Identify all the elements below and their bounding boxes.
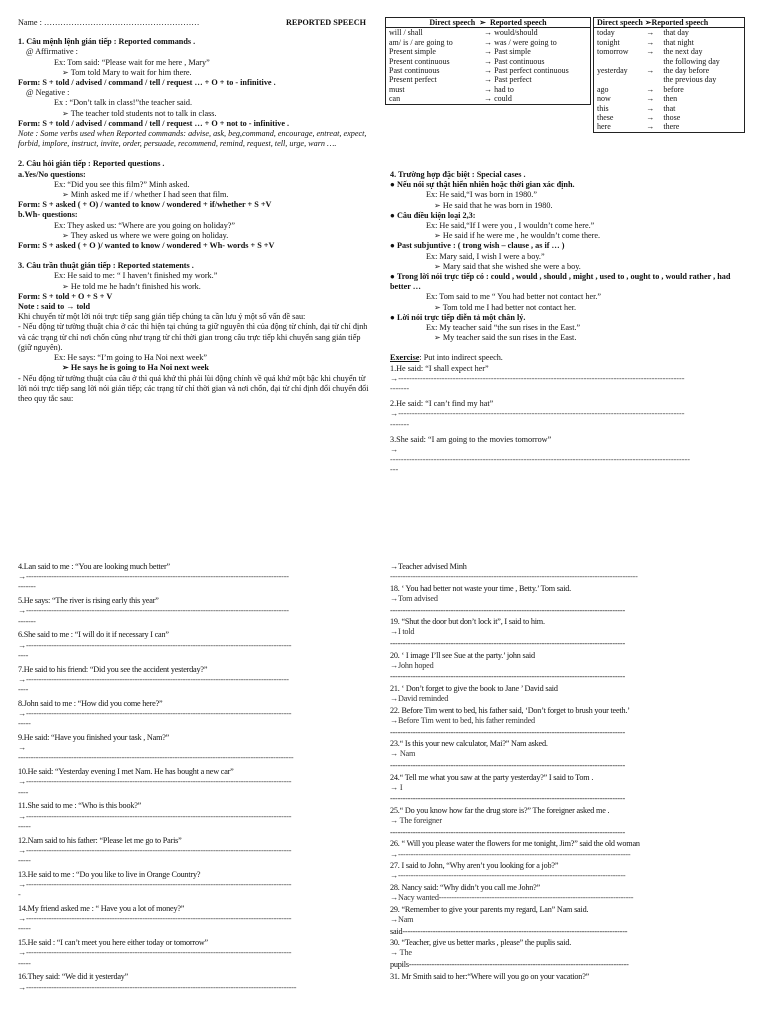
answer-line[interactable]: -----	[18, 821, 31, 831]
right-special-cases	[390, 170, 752, 476]
direct-word-cell: here	[597, 122, 611, 132]
exercise-label: Exercise	[390, 353, 420, 363]
exercise-question: 5.He says: “The river is rising early this year”	[18, 596, 159, 606]
answer-line[interactable]: ----	[18, 685, 29, 695]
table-row	[594, 94, 745, 103]
reported-form-cell: → Past simple	[484, 47, 531, 57]
exercise-text: : Put into indirect speech.	[419, 353, 503, 363]
reported-word-cell: the day before the previous day	[663, 66, 717, 85]
answer-line[interactable]: →---------------------------------------------------------------------------------------------------------	[390, 409, 685, 419]
answer-line[interactable]: -------	[18, 582, 36, 592]
example-answer: ➢ He said that he was born in 1980.	[434, 200, 553, 210]
answer-line[interactable]: →John hoped	[390, 660, 434, 670]
arrow-cell: →	[646, 66, 655, 76]
reported-word-cell: that night	[663, 37, 694, 47]
example-answer: ➢ Tom told Mary to wait for him there.	[62, 67, 192, 77]
direct-word-cell: this	[597, 103, 609, 113]
answer-line[interactable]: →	[18, 743, 26, 753]
answer-line[interactable]: →Tom advised	[390, 594, 438, 603]
example-answer: ➢ The teacher told students not to talk in class.	[62, 108, 217, 118]
note-line: Note : said to → told	[18, 302, 91, 312]
reported-form-cell: → Past continuous	[484, 56, 545, 66]
answer-line[interactable]: →---------------------------------------------------------------------------------------------------------	[390, 373, 685, 383]
table-row	[594, 85, 745, 94]
answer-line[interactable]: →I told	[390, 627, 415, 637]
left-exercise-list	[18, 562, 378, 996]
arrow-cell: →	[646, 113, 655, 123]
answer-line[interactable]: --------------------------------------------------------------------------------------------------	[390, 572, 638, 582]
reported-form-cell: → had to	[484, 84, 514, 94]
reported-form-cell: → Past perfect	[484, 75, 532, 85]
reported-form-cell: → was / were going to	[484, 37, 557, 47]
exercise-question: 8.John said to me : “How did you come here?”	[18, 698, 163, 708]
example-text: Ex: He said,“If I were you , I wouldn’t come here.”	[426, 221, 595, 231]
form-line: Form: S + told / advised / command / tell / request … + O + not to - infinitive .	[18, 118, 290, 128]
exercise-question: ---------------------------------------------------------------------------------------------	[390, 827, 625, 837]
answer-line[interactable]: →Before Tim went to bed, his father reminded	[390, 715, 535, 725]
exercise-question: 28. Nancy said: “Why didn’t you call me John?”	[390, 882, 541, 892]
table-row	[386, 85, 591, 94]
exercise-question: 15.He said : “I can’t meet you here either today or tomorrow”	[18, 938, 208, 948]
section-2-heading: 2. Câu hỏi gián tiếp : Reported questions .	[18, 159, 165, 169]
paragraph-intro: Khi chuyển từ một lời nói trực tiếp sang gián tiếp chúng ta cần lưu ý một số vấn đề sau:	[18, 312, 306, 322]
exercise-question: 1.He said: “I shall expect her”	[390, 363, 489, 373]
exercise-question: 4.Lan said to me : “You are looking much better”	[18, 562, 170, 571]
reported-form-cell: → Past perfect continuous	[484, 66, 569, 76]
exercise-question: →Teacher advised Minh	[390, 562, 467, 571]
table-row	[594, 47, 745, 66]
form-line: Form: S + asked ( + O) / wanted to know / wondered + if/whether + S +V	[18, 200, 272, 210]
table-row	[594, 122, 745, 132]
exercise-question: 12.Nam said to his father: “Please let me go to Paris”	[18, 835, 182, 845]
section-4-heading: 4. Trường hợp đặc biệt : Special cases .	[390, 170, 526, 179]
example-text: Ex : “Don’t talk in class!”the teacher said.	[54, 98, 193, 108]
arrow-cell: →	[646, 28, 655, 38]
tense-shift-table	[385, 17, 591, 105]
answer-line[interactable]: →Nam	[390, 914, 414, 924]
example-answer: ➢ They asked us where we were going on holiday.	[62, 230, 229, 240]
answer-line[interactable]: ---	[390, 465, 399, 475]
answer-line[interactable]: →---------------------------------------------------------------------------------------------------------	[18, 914, 292, 924]
arrow-cell: →	[646, 47, 655, 57]
form-line: Form: S + told / advised / command / tell / request … + O + to - infinitive .	[18, 78, 276, 88]
answer-line[interactable]: -	[18, 890, 21, 900]
exercise-instruction	[390, 353, 752, 363]
direct-form-cell: Present perfect	[389, 75, 437, 85]
answer-line[interactable]: -----	[18, 924, 31, 934]
answer-line[interactable]: -------------------------------------------------------------------------------------------------------------	[18, 753, 294, 763]
example-answer: ➢ He told me he hadn’t finished his work.	[62, 281, 201, 291]
exercise-question: 22. Before Tim went to bed, his father said, ‘Don’t forget to brush your teeth.’	[390, 705, 630, 715]
exercise-question: 23.“ Is this your new calculator, Mai?” Nam asked.	[390, 739, 548, 749]
yes-no-label: a.Yes/No questions:	[18, 169, 86, 179]
arrow-cell: →	[646, 94, 655, 104]
case-heading: ● Nếu nói sự thật hiển nhiên hoặc thời gian xác định.	[390, 180, 575, 190]
exercise-question: ---------------------------------------------------------------------------------------------	[390, 605, 625, 615]
reported-form-cell: → would/should	[484, 28, 538, 38]
arrow-cell: →	[646, 37, 655, 47]
form-line: Form: S + told + O + S + V	[18, 291, 113, 301]
direct-word-cell: tonight	[597, 37, 620, 47]
example-text: Ex: He said to me: “ I haven’t finished my work.”	[54, 271, 218, 281]
case-heading: ● Câu điều kiện loại 2,3:	[390, 210, 476, 220]
direct-form-cell: can	[389, 94, 401, 104]
table-row	[386, 38, 591, 47]
time-words-table	[593, 17, 745, 133]
answer-line[interactable]: → Nam	[390, 749, 416, 759]
arrow-cell: →	[646, 84, 655, 94]
case-heading: ● Past subjuntive : ( trong wish – clause , as if … )	[390, 241, 565, 251]
paragraph-present: - Nếu động từ tường thuật chia ở các thì hiện tại chúng ta giữ nguyên thì của động từ chính, đại từ chỉ định và các trạng từ chỉ nơi chốn cũng như trạng từ chỉ thời gian trong câu trực tiếp khi chuyển sang gián tiếp (giữ nguyên).	[18, 322, 368, 352]
answer-line[interactable]: →-----------------------------------------------------------------------------------------------------------	[18, 982, 297, 992]
example-text: Ex: Tom said: “Please wait for me here , Mary”	[54, 57, 210, 67]
answer-line[interactable]: → The	[390, 948, 412, 958]
example-text: Ex: They asked us: “Where are you going on holiday?”	[54, 220, 236, 230]
answer-line[interactable]: →Nacy wanted-----------------------------------------------------------------------------	[390, 893, 634, 903]
section-3-heading: 3. Câu trần thuật gián tiếp : Reported statements .	[18, 261, 194, 271]
example-answer: ➢ He said if he were me , he wouldn’t come there.	[434, 231, 601, 241]
arrow-cell: →	[646, 122, 655, 132]
table-row	[386, 47, 591, 56]
answer-line[interactable]: →David reminded	[390, 694, 449, 704]
section-1-heading: 1. Câu mệnh lệnh gián tiếp : Reported commands .	[18, 37, 196, 47]
answer-line[interactable]: -------	[390, 419, 410, 429]
example-text: Ex: He says: “I’m going to Ha Noi next week”	[54, 353, 208, 363]
example-text: Ex: Tom said to me “ You had better not contact her.”	[426, 292, 602, 302]
direct-word-cell: these	[597, 113, 614, 123]
exercise-question: 31. Mr Smith said to her:“Where will you go on your vacation?”	[390, 971, 590, 981]
direct-form-cell: am/ is / are going to	[389, 37, 453, 47]
exercise-question: ---------------------------------------------------------------------------------------------	[390, 672, 625, 682]
example-text: Ex: “Did you see this film?” Minh asked.	[54, 179, 190, 189]
reported-word-cell: those	[663, 113, 681, 123]
answer-line[interactable]: →--------------------------------------------------------------------------------------------	[390, 849, 631, 859]
right-exercise-list	[390, 562, 752, 983]
case-heading: ● Lời nói trực tiếp diễn tả một chân lý.	[390, 312, 526, 322]
exercise-question: 6.She said to me : “I will do it if necessary I can”	[18, 630, 169, 640]
exercise-question: 18. ‘ You had better not waste your time , Betty.’ Tom said.	[390, 583, 572, 593]
answer-line[interactable]: ----	[18, 650, 29, 660]
exercise-question: ---------------------------------------------------------------------------------------------	[390, 794, 625, 804]
answer-line[interactable]: →---------------------------------------------------------------------------------------------------------	[18, 777, 292, 787]
name-field[interactable]: Name : …………………………………………………	[18, 18, 200, 27]
answer-line[interactable]: → The foreigner	[390, 816, 442, 826]
exercise-question: 26. “ Will you please water the flowers for me tonight, Jim?” said the old woman	[390, 839, 640, 849]
exercise-question: 14.My friend asked me : “ Have you a lot of money?”	[18, 904, 185, 914]
exercise-question: 10.He said: “Yesterday evening I met Nam. He has bought a new car”	[18, 767, 234, 777]
case-heading: ● Trong lời nói trực tiếp có : could , would , should , might , used to , ought to , would rather , had better …	[390, 272, 731, 292]
example-answer: ➢ He says he is going to Ha Noi next week	[62, 363, 209, 373]
exercise-question: ---------------------------------------------------------------------------------------------	[390, 760, 625, 770]
answer-line[interactable]: →---------------------------------------------------------------------------------------------------------	[18, 880, 292, 890]
exercise-question: pupils---------------------------------------------------------------------------------------	[390, 959, 629, 969]
table-row	[594, 66, 745, 85]
table-row	[386, 28, 591, 38]
table-row	[594, 113, 745, 122]
answer-line[interactable]: →------------------------------------------------------------------------------------------	[390, 871, 626, 881]
exercise-question: ---------------------------------------------------------------------------------------------	[390, 727, 625, 737]
exercise-question: 2.He said: “I can’t find my hat”	[390, 399, 494, 409]
example-text: Ex: He said,“I was born in 1980.”	[426, 190, 537, 200]
answer-line[interactable]: →---------------------------------------------------------------------------------------------------------	[18, 948, 292, 958]
exercise-question: 11.She said to me : “Who is this book?”	[18, 801, 142, 811]
answer-line[interactable]: →---------------------------------------------------------------------------------------------------------	[18, 845, 292, 855]
answer-line[interactable]: →---------------------------------------------------------------------------------------------------------	[18, 811, 292, 821]
table-header: Direct speech ➢ Reported speech	[386, 18, 591, 28]
direct-form-cell: must	[389, 84, 405, 94]
exercise-question: 24.“ Tell me what you saw at the party yesterday?” I said to Tom .	[390, 772, 594, 782]
exercise-question: 19. “Shut the door but don’t lock it”, I said to him.	[390, 617, 545, 627]
table-row	[386, 75, 591, 84]
paragraph-past: - Nếu động từ tường thuật của câu ở thì quá khứ thì phải lùi động chính về quá khứ một bậc khi chuyển từ lời nói trực tiếp sang lời nói gián tiếp; các trạng từ chỉ thời gian và nơi chốn, đại từ chỉ định đổi chuyển đổi theo quy tắc sau:	[18, 373, 369, 403]
answer-line[interactable]: -------	[18, 616, 36, 626]
answer-line[interactable]: -----	[18, 856, 31, 866]
answer-line[interactable]: →--------------------------------------------------------------------------------------------------------	[18, 572, 289, 582]
exercise-question: 16.They said: “We did it yesterday”	[18, 972, 129, 982]
exercise-question: 21. ‘ Don’t forget to give the book to Jane ’ David said	[390, 683, 558, 693]
exercise-question: 7.He said to his friend: “Did you see the accident yesterday?”	[18, 664, 208, 674]
table-row	[594, 28, 745, 38]
reported-form-cell: → could	[484, 94, 512, 104]
page-title: REPORTED SPEECH	[286, 18, 367, 27]
direct-form-cell: Present continuous	[389, 56, 450, 66]
exercise-question: 25.“ Do you know how far the drug store is?” The foreigner asked me .	[390, 805, 610, 815]
direct-word-cell: ago	[597, 84, 609, 94]
direct-word-cell: yesterday	[597, 66, 628, 76]
table-row	[594, 38, 745, 47]
answer-line[interactable]: →---------------------------------------------------------------------------------------------------------	[18, 709, 292, 719]
direct-word-cell: now	[597, 94, 611, 104]
arrow-cell: →	[646, 103, 655, 113]
exercise-question: 3.She said: “I am going to the movies tomorrow”	[390, 434, 552, 444]
answer-line[interactable]: --------------------------------------------------------------------------------------------------------------	[390, 455, 690, 465]
direct-form-cell: Present simple	[389, 47, 436, 57]
exercise-question: 9.He said: “Have you finished your task , Nam?”	[18, 733, 170, 743]
example-text: Ex: Mary said, I wish I were a boy.”	[426, 251, 545, 261]
answer-line[interactable]: →	[390, 445, 399, 455]
example-answer: ➢ Mary said that she wished she were a boy.	[434, 261, 581, 271]
direct-form-cell: will / shall	[389, 28, 423, 38]
answer-line[interactable]: ----	[18, 787, 29, 797]
table-header: Direct speech ➢Reported speech	[594, 18, 745, 28]
reported-word-cell: that day	[663, 28, 689, 38]
answer-line[interactable]: -----	[18, 719, 31, 729]
example-text: Ex: My teacher said “the sun rises in the East.”	[426, 323, 581, 333]
direct-word-cell: tomorrow	[597, 47, 629, 57]
form-line: Form: S + asked ( + O )/ wanted to know / wondered + Wh- words + S +V	[18, 241, 275, 251]
exercise-question: 27. I said to John, “Why aren’t you looking for a job?”	[390, 861, 559, 871]
table-row	[594, 104, 745, 113]
reported-word-cell: there	[663, 122, 680, 132]
answer-line[interactable]: -----	[18, 958, 31, 968]
note-commands: Note : Some verbs used when Reported commands: advise, ask, beg,command, encourage, entreat, expect, forbid, implore, instruct, invite, order, persuade, recommend, remind, request, tell, urge, warn ….	[18, 129, 367, 149]
exercise-question: 29. “Remember to give your parents my regard, Lan” Nam said.	[390, 904, 589, 914]
answer-line[interactable]: →--------------------------------------------------------------------------------------------------------	[18, 606, 289, 616]
exercise-question: 13.He said to me : “Do you like to live in Orange Country?	[18, 869, 201, 879]
reported-word-cell: that	[663, 103, 676, 113]
example-answer: ➢ Tom told me I had better not contact her.	[434, 302, 577, 312]
answer-line[interactable]: → I	[390, 782, 403, 792]
answer-line[interactable]: →--------------------------------------------------------------------------------------------------------	[18, 674, 289, 684]
negative-label: @ Negative :	[26, 88, 70, 98]
reported-word-cell: before	[663, 84, 684, 94]
answer-line[interactable]: →---------------------------------------------------------------------------------------------------------	[18, 640, 292, 650]
left-theory-column	[18, 18, 376, 404]
exercise-question: 30. “Teacher, give us better marks , please” the puplis said.	[390, 938, 572, 948]
direct-form-cell: Past continuous	[389, 66, 440, 76]
table-row	[386, 66, 591, 75]
exercise-question: ---------------------------------------------------------------------------------------------	[390, 638, 625, 648]
table-row	[386, 94, 591, 104]
wh-label: b.Wh- questions:	[18, 210, 78, 220]
exercise-question: said-----------------------------------------------------------------------------------------	[390, 926, 628, 936]
affirmative-label: @ Affirmative :	[26, 47, 78, 57]
reported-word-cell: the next day the following day	[663, 47, 720, 66]
answer-line[interactable]: -------	[390, 384, 410, 394]
table-row	[386, 57, 591, 66]
example-answer: ➢ Minh asked me if / whether I had seen that film.	[62, 190, 229, 200]
header-line	[18, 18, 376, 28]
example-answer: ➢ My teacher said the sun rises in the East.	[434, 333, 577, 343]
reported-word-cell: then	[663, 94, 678, 104]
direct-word-cell: today	[597, 28, 615, 38]
exercise-question: 20. ‘ I image I’ll see Sue at the party.’ john said	[390, 650, 535, 660]
